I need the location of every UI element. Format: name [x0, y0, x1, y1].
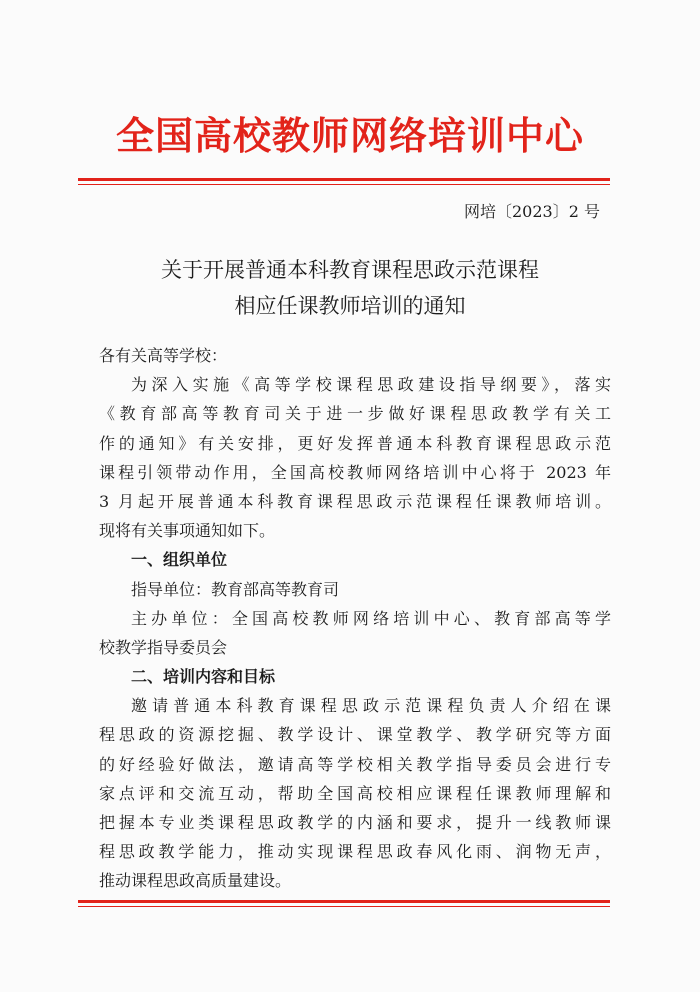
section-heading-organizers: 一、组织单位 — [131, 550, 228, 570]
notice-title-line-1: 关于开展普通本科教育课程思政示范课程 — [161, 258, 539, 282]
paragraph-line: 作的通知》有关安排，更好发挥普通本科教育课程思政示范 — [99, 433, 611, 453]
section-heading-content: 二、培训内容和目标 — [131, 667, 276, 687]
host-unit-line-1: 主办单位：全国高校教师网络培训中心、教育部高等学 — [131, 608, 611, 628]
paragraph-line: 程思政的资源挖掘、教学设计、课堂教学、教学研究等方面 — [99, 725, 611, 745]
paragraph-line: 3 月起开展普通本科教育课程思政示范课程任课教师培训。 — [99, 491, 611, 511]
guide-unit: 指导单位：教育部高等教育司 — [131, 579, 340, 599]
paragraph-line: 推动课程思政高质量建设。 — [99, 871, 292, 891]
document-number: 网培〔2023〕2 号 — [464, 202, 600, 221]
paragraph-line: 邀请普通本科教育课程思政示范课程负责人介绍在课 — [131, 696, 611, 716]
host-unit-line-2: 校教学指导委员会 — [99, 637, 228, 657]
paragraph-line: 把握本专业类课程思政教学的内涵和要求，提升一线教师课 — [99, 813, 611, 832]
paragraph-line: 现将有关事项通知如下。 — [99, 521, 276, 541]
header-red-rule-thick — [78, 178, 610, 181]
header-red-rule-thin — [78, 184, 610, 185]
notice-body — [99, 341, 611, 896]
paragraph-line: 家点评和交流互动，帮助全国高校相应课程任课教师理解和 — [99, 783, 611, 803]
paragraph-line: 课程引领带动作用，全国高校教师网络培训中心将于 2023 年 — [99, 462, 611, 482]
letterhead-title: 全国高校教师网络培训中心 — [115, 113, 584, 158]
notice-title-line-2: 相应任课教师培训的通知 — [234, 294, 466, 318]
footer-red-rule-thin — [78, 906, 610, 907]
salutation: 各有关高等学校： — [99, 346, 228, 365]
footer-red-rule-thick — [78, 900, 610, 903]
paragraph-line: 《教育部高等教育司关于进一步做好课程思政教学有关工 — [99, 404, 611, 424]
paragraph-line: 为深入实施《高等学校课程思政建设指导纲要》，落实 — [131, 375, 611, 395]
paragraph-line: 的好经验好做法，邀请高等学校相关教学指导委员会进行专 — [99, 754, 611, 774]
paragraph-line: 程思政教学能力，推动实现课程思政春风化雨、润物无声， — [99, 842, 611, 862]
